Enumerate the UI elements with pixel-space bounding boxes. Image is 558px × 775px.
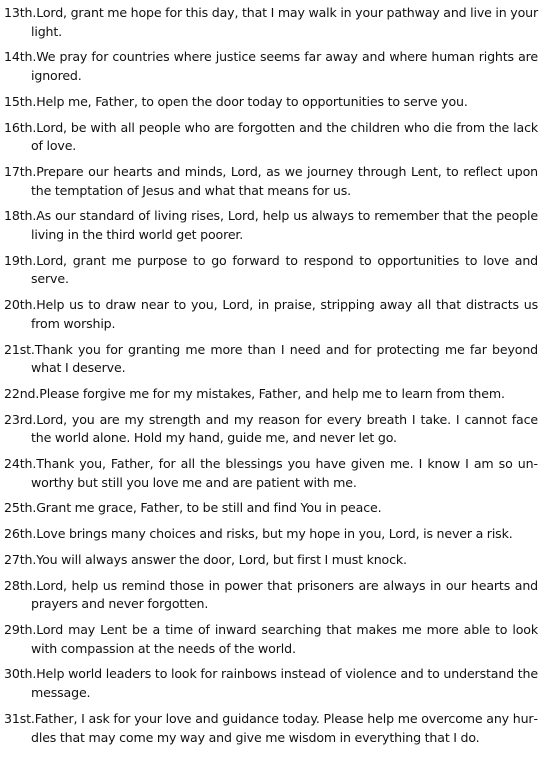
entry-text: Grant me grace, Father, to be still and find You in peace. bbox=[36, 500, 382, 516]
entry-text: Prepare our hearts and minds, Lord, as we journey through Lent, to reflect upon the temptation of Jesus and what that means for us. bbox=[31, 163, 538, 198]
entry-text: As our standard of living rises, Lord, help us always to remember that the people living in the third world get poorer. bbox=[31, 208, 538, 243]
entry-day: 31st. bbox=[4, 710, 35, 726]
prayer-list bbox=[4, 4, 538, 754]
prayer-entry-24 bbox=[4, 455, 538, 492]
entry-text: Thank you for granting me more than I need and for protecting me far beyond what I deserve. bbox=[31, 341, 538, 376]
entry-day: 27th. bbox=[4, 551, 37, 567]
prayer-entry-17 bbox=[4, 163, 538, 200]
prayer-entry-30 bbox=[4, 665, 538, 702]
entry-text: Lord, grant me hope for this day, that I may walk in your pathway and live in your light. bbox=[31, 5, 538, 39]
prayer-entry-23 bbox=[4, 411, 538, 448]
entry-day: 16th. bbox=[4, 119, 37, 135]
entry-text: You will always answer the door, Lord, but first I must knock. bbox=[36, 551, 407, 567]
entry-text: Help world leaders to look for rainbows instead of violence and to understand the message. bbox=[31, 666, 538, 701]
entry-text: Love brings many choices and risks, but my hope in you, Lord, is never a risk. bbox=[36, 526, 513, 542]
entry-day: 22nd. bbox=[4, 385, 40, 401]
entry-day: 23rd. bbox=[4, 411, 37, 427]
entry-text: Lord, help us remind those in power that prisoners are always in our hearts and prayers and never forgotten. bbox=[31, 577, 538, 612]
entry-text: Thank you, Father, for all the blessings you have given me. I know I am so unworthy but still you love me and are patient with me. bbox=[31, 456, 538, 490]
entry-day: 14th. bbox=[4, 49, 37, 65]
prayer-entry-13 bbox=[4, 4, 538, 41]
prayer-entry-15 bbox=[4, 93, 538, 112]
prayer-entry-20 bbox=[4, 296, 538, 333]
entry-day: 15th. bbox=[4, 93, 37, 109]
prayer-entry-16 bbox=[4, 119, 538, 156]
entry-text: Father, I ask for your love and guidance today. Please help me overcome any hurdles that may come my way and give me wisdom in everything that I do. bbox=[31, 710, 538, 745]
prayer-entry-28 bbox=[4, 577, 538, 614]
prayer-entry-14 bbox=[4, 48, 538, 85]
entry-text: Lord may Lent be a time of inward searching that makes me more able to look with compassion at the needs of the world. bbox=[31, 621, 538, 656]
entry-text: Lord, you are my strength and my reason for every breath I take. I cannot face the world alone. Hold my hand, guide me, and never let go. bbox=[31, 411, 538, 446]
entry-text: Help me, Father, to open the door today to opportunities to serve you. bbox=[36, 93, 468, 109]
entry-day: 20th. bbox=[4, 297, 37, 313]
entry-day: 28th. bbox=[4, 577, 37, 593]
entry-day: 25th. bbox=[4, 500, 37, 516]
entry-text: We pray for countries where justice seems far away and where human rights are ignored. bbox=[31, 49, 538, 84]
entry-text: Lord, be with all people who are forgotten and the children who die from the lack of love. bbox=[31, 119, 538, 154]
entry-day: 17th. bbox=[4, 163, 37, 179]
entry-day: 29th. bbox=[4, 621, 37, 637]
prayer-entry-31 bbox=[4, 710, 538, 747]
entry-day: 21st. bbox=[4, 341, 35, 357]
prayer-entry-18 bbox=[4, 207, 538, 244]
entry-day: 24th. bbox=[4, 456, 37, 472]
entry-text: Lord, grant me purpose to go forward to respond to opportunities to love and serve. bbox=[31, 252, 538, 287]
prayer-entry-27 bbox=[4, 551, 538, 570]
prayer-entry-25 bbox=[4, 499, 538, 518]
prayer-entry-19 bbox=[4, 252, 538, 289]
entry-day: 19th. bbox=[4, 252, 37, 268]
prayer-entry-22 bbox=[4, 385, 538, 404]
prayer-entry-29 bbox=[4, 621, 538, 658]
prayer-entry-21 bbox=[4, 341, 538, 378]
entry-day: 13th. bbox=[4, 5, 37, 20]
entry-text: Help us to draw near to you, Lord, in praise, stripping away all that distracts us from worship. bbox=[31, 297, 538, 331]
entry-day: 30th. bbox=[4, 666, 37, 682]
entry-text: Please forgive me for my mistakes, Father, and help me to learn from them. bbox=[39, 385, 505, 401]
entry-day: 18th. bbox=[4, 208, 37, 224]
entry-day: 26th. bbox=[4, 526, 37, 542]
prayer-entry-26 bbox=[4, 525, 538, 544]
